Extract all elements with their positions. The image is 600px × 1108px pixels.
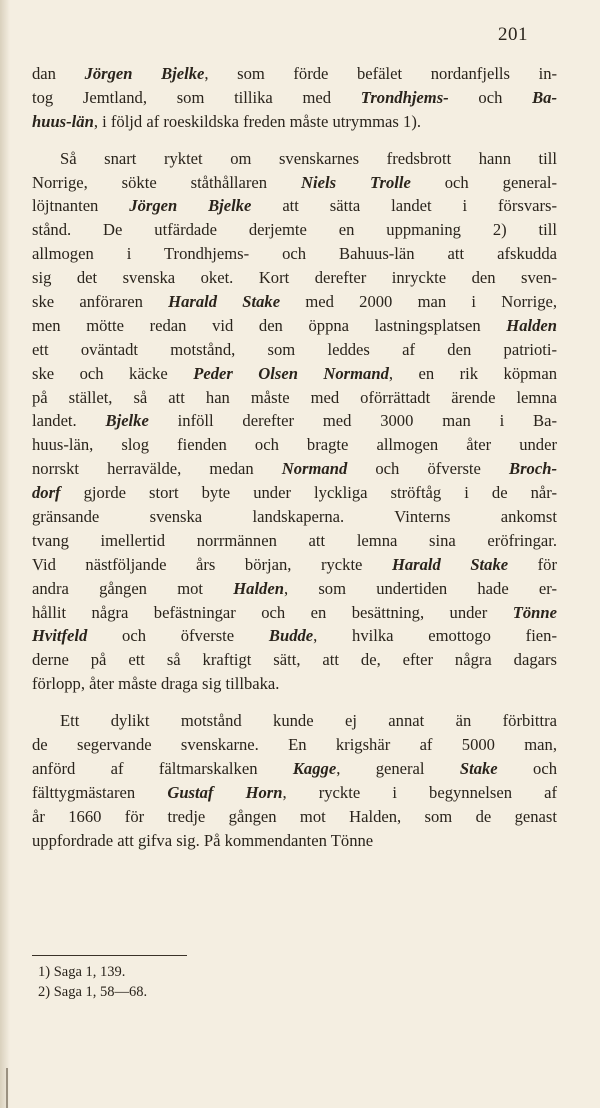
text-line	[32, 457, 557, 481]
person-place-name: Gustaf Horn	[167, 782, 283, 802]
text-run: ske anföraren	[32, 292, 169, 312]
text-line	[32, 733, 557, 757]
text-line	[32, 829, 557, 853]
text-run: andra gången mot	[32, 578, 234, 598]
text-run: , ryckte i begynnelsen af	[282, 782, 558, 802]
page-number: 201	[498, 24, 528, 45]
text-line	[32, 672, 557, 696]
person-place-name: Broch-	[509, 459, 557, 479]
paragraph-gap	[32, 696, 557, 709]
text-run: stånd. De utfärdade derjemte en uppmaning 2) till	[32, 220, 557, 240]
text-run: Vid nästföljande års början, ryckte	[32, 554, 392, 574]
text-run: år 1660 för tredje gången mot Halden, som de genast	[32, 806, 557, 826]
text-run: förlopp, åter måste draga sig tillbaka.	[32, 674, 280, 694]
text-run: och general-	[410, 172, 557, 192]
person-place-name: Budde	[268, 626, 314, 646]
text-run: norrskt herravälde, medan	[32, 459, 282, 479]
text-run: hållit några befästningar och en besättning, under	[32, 602, 513, 622]
text-line	[32, 147, 557, 171]
text-line	[32, 505, 557, 529]
person-place-name: Niels Trolle	[301, 172, 411, 192]
text-line	[32, 709, 557, 733]
text-run: allmogen i Trondhjems- och Bahuus-län att afskudda	[32, 244, 557, 264]
paragraph	[32, 709, 557, 852]
text-line	[32, 314, 557, 338]
text-line	[32, 529, 557, 553]
text-run: , i följd af roeskildska freden måste utrymmas 1).	[93, 111, 421, 131]
text-line	[32, 648, 557, 672]
text-run: med 2000 man i Norrige,	[280, 292, 558, 312]
person-place-name: Normand	[281, 459, 348, 479]
text-line	[32, 171, 557, 195]
text-line	[32, 553, 557, 577]
text-run: att sätta landet i försvars-	[251, 196, 558, 216]
text-run: Ett dylikt motstånd kunde ej annat än förbittra	[60, 711, 557, 731]
person-place-name: Jörgen Bjelke	[84, 64, 205, 83]
text-line	[32, 805, 557, 829]
paragraph-gap	[32, 134, 557, 147]
text-line	[32, 481, 557, 505]
text-line	[32, 601, 557, 625]
text-run: löjtnanten	[32, 196, 130, 216]
text-run: och	[497, 758, 557, 778]
footnote-rule	[32, 955, 187, 956]
person-place-name: Harald Stake	[168, 292, 281, 312]
text-run: , hvilka emottogo fien-	[313, 626, 557, 646]
text-run: anförd af fältmarskalken	[32, 758, 293, 778]
text-run: Så snart ryktet om svenskarnes fredsbrott hann till	[60, 148, 557, 168]
text-run: dan	[32, 64, 85, 83]
text-run: , en rik köpman	[388, 363, 557, 383]
person-place-name: Peder Olsen Normand	[193, 363, 389, 383]
person-place-name: huus-län	[32, 111, 94, 131]
text-run: gränsande svenska landskaperna. Vinterns ankomst	[32, 507, 557, 527]
margin-mark	[6, 1068, 8, 1108]
text-line	[32, 338, 557, 362]
person-place-name: Ba-	[532, 87, 557, 107]
text-line	[32, 218, 557, 242]
text-line	[32, 577, 557, 601]
text-run: tvang imellertid norrmännen att lemna sina eröfringar.	[32, 530, 557, 550]
text-line	[32, 624, 557, 648]
text-line	[32, 290, 557, 314]
person-place-name: Kagge	[292, 758, 337, 778]
footnotes	[38, 962, 147, 1002]
text-run: gjorde stort byte under lyckliga ströftåg i de når-	[60, 483, 557, 503]
text-run: och	[448, 87, 533, 107]
text-run: för	[508, 554, 557, 574]
person-place-name: Bjelke	[105, 411, 149, 431]
body-text	[32, 62, 557, 853]
text-run: men mötte redan vid den öppna lastningsplatsen	[32, 315, 507, 335]
text-run: derne på ett så kraftigt sätt, att de, efter några dagars	[32, 650, 557, 670]
text-run: Norrige, sökte ståthållaren	[32, 172, 302, 192]
text-line	[32, 362, 557, 386]
text-run: uppfordrade att gifva sig. På kommendanten Tönne	[32, 830, 374, 850]
text-run: sig det svenska oket. Kort derefter inryckte den sven-	[32, 268, 557, 288]
paragraph	[32, 147, 557, 696]
text-line	[32, 194, 557, 218]
text-run: , general	[336, 758, 460, 778]
text-run: på stället, så att han måste med oförrättadt ärende lemna	[32, 387, 557, 407]
text-run: ett oväntadt motstånd, som leddes af den patrioti-	[32, 339, 557, 359]
text-run: inföll derefter med 3000 man i Ba-	[148, 411, 557, 431]
text-run: ske och käcke	[32, 363, 194, 383]
person-place-name: dorf	[32, 483, 61, 503]
person-place-name: Stake	[459, 758, 498, 778]
text-line	[32, 110, 557, 134]
person-place-name: Halden	[506, 315, 557, 335]
text-run: tog Jemtland, som tillika med	[32, 87, 361, 107]
text-line	[32, 433, 557, 457]
text-line	[32, 266, 557, 290]
footnote-2: 2) Saga 1, 58—68.	[38, 984, 148, 1000]
person-place-name: Halden	[233, 578, 284, 598]
person-place-name: Hvitfeld	[32, 626, 88, 646]
text-run: de segervande svenskarne. En krigshär af 5000 man,	[32, 735, 557, 755]
person-place-name: Trondhjems-	[360, 87, 449, 107]
person-place-name: Harald Stake	[391, 554, 509, 574]
text-run: och öfverste	[87, 626, 269, 646]
text-line	[32, 757, 557, 781]
person-place-name: Tönne	[512, 602, 557, 622]
text-line	[32, 86, 557, 110]
text-line	[32, 242, 557, 266]
text-run: , som förde befälet nordanfjells in-	[204, 64, 558, 83]
text-run: landet.	[32, 411, 106, 431]
text-line	[32, 409, 557, 433]
text-run: , som undertiden hade er-	[283, 578, 557, 598]
text-run: fälttygmästaren	[32, 782, 168, 802]
text-run: huus-län, slog fienden och bragte allmogen åter under	[32, 435, 557, 455]
text-line	[32, 386, 557, 410]
paragraph	[32, 62, 557, 134]
footnote-1: 1) Saga 1, 139.	[38, 964, 126, 980]
text-run: och öfverste	[347, 459, 510, 479]
text-line	[32, 62, 557, 86]
page-edge-shadow	[0, 0, 10, 1108]
text-line	[32, 781, 557, 805]
person-place-name: Jörgen Bjelke	[129, 196, 252, 216]
